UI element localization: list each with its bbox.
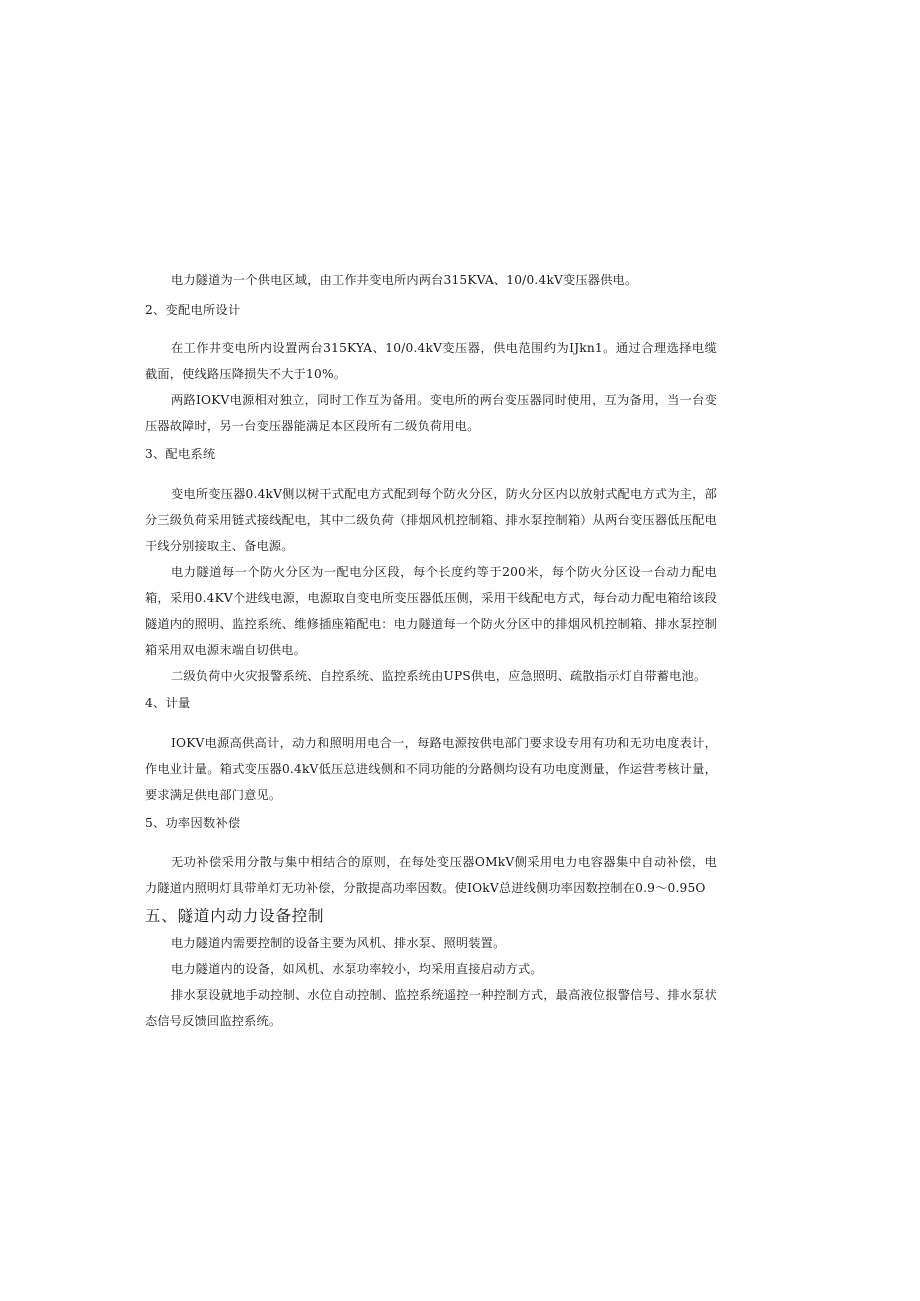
heading-power-factor: 5、功率因数补偿 xyxy=(145,816,241,830)
heading-substation-design: 2、变配电所设计 xyxy=(145,303,241,317)
paragraph-ups-supply: 二级负荷中火灾报警系统、自控系统、监控系统由UPS供电，应急照明、疏散指示灯自带蓄电池。 xyxy=(171,669,707,683)
paragraph-fire-zone-distribution: 电力隧道每一个防火分区为一配电分区段，每个长度约等于200米，每个防火分区设一台动力配电箱，采用0.4KV个进线电源，电源取自变电所变压器低压侧，采用干线配电方式，每台动力配电箱给该段隧道内的照明、监控系统、维修插座箱配电：电力隧道每一个防火分区中的排烟风机控制箱、排水泵控制箱采用双电源末端自切供电。 xyxy=(145,565,717,657)
paragraph-substation-transformers: 在工作井变电所内设置两台315KYA、10/0.4kV变压器，供电范围约为IJkn1。通过合理选择电缆截面，使线路压降损失不大于10%。 xyxy=(145,341,717,381)
heading-metering: 4、计量 xyxy=(145,696,191,710)
paragraph-distribution-method: 变电所变压器0.4kV侧以树干式配电方式配到每个防火分区，防火分区内以放射式配电方式为主，部分三级负荷采用链式接线配电，其中二级负荷（排烟风机控制箱、排水泵控制箱）从两台变压器低压配电干线分别接取主、备电源。 xyxy=(145,487,717,553)
paragraph-metering: IOKV电源高供高计，动力和照明用电合一，每路电源按供电部门要求设专用有功和无功电度表计，作电业计量。箱式变压器0.4kV低压总进线侧和不同功能的分路侧均设有功电度测量，作运营考核计量，要求满足供电部门意见。 xyxy=(145,736,717,802)
heading-distribution-system: 3、配电系统 xyxy=(145,447,216,461)
paragraph-pump-control: 排水泵设就地手动控制、水位自动控制、监控系统遥控一种控制方式，最高液位报警信号、排水泵状态信号反馈回监控系统。 xyxy=(145,988,717,1028)
paragraph-power-supply-area: 电力隧道为一个供电区域，由工作井变电所内两台315KVA、10/0.4kV变压器供电。 xyxy=(171,273,638,287)
paragraph-redundant-power: 两路IOKV电源相对独立，同时工作互为备用。变电所的两台变压器同时使用，互为备用，当一台变压器故障时，另一台变压器能满足本区段所有二级负荷用电。 xyxy=(145,393,717,433)
heading-equipment-control: 五、隧道内动力设备控制 xyxy=(145,907,325,925)
paragraph-direct-start: 电力隧道内的设备，如风机、水泵功率较小，均采用直接启动方式。 xyxy=(171,962,543,976)
paragraph-reactive-compensation: 无功补偿采用分散与集中相结合的原则，在每处变压器OMkV侧采用电力电容器集中自动补偿，电力隧道内照明灯具带单灯无功补偿，分散提高功率因数。使IOkV总进线侧功率因数控制在0.9〜0.95O xyxy=(145,855,717,895)
paragraph-controlled-equipment: 电力隧道内需要控制的设备主要为风机、排水泵、照明装置。 xyxy=(171,936,506,950)
